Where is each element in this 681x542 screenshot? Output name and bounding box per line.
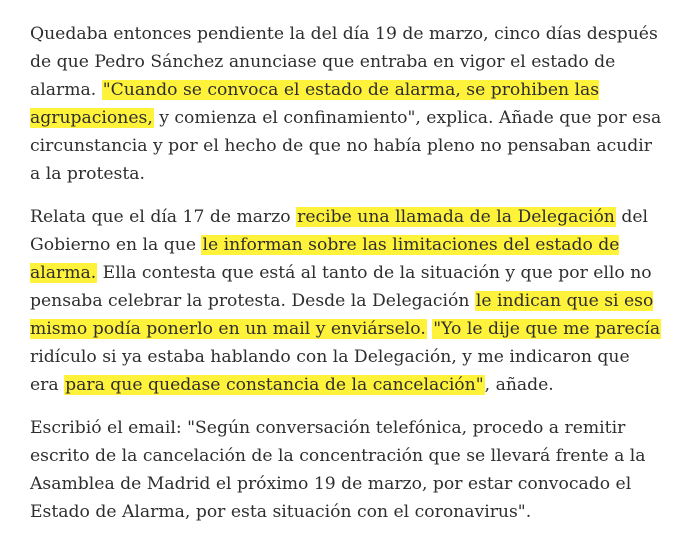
paragraph-1 xyxy=(30,20,662,188)
highlighted-text: le informan sobre las limitaciones del estado de alarma. xyxy=(30,235,620,283)
text-segment: , añade. xyxy=(484,375,554,395)
highlighted-text: recibe una llamada de la Delegación xyxy=(297,207,615,227)
text-segment: Relata que el día 17 de marzo xyxy=(30,207,297,227)
text-segment: ridículo si ya estaba hablando con la Delegación, y me indicaron que era xyxy=(30,347,630,395)
text-segment: del Gobierno en la que xyxy=(30,207,649,255)
text-segment: Escribió el email: "Según conversación telefónica, procedo a remitir escrito de la cancelación de la concentración que se llevará frente a la Asamblea de Madrid el próximo 19 de marzo, por estar convocado el Estado de Alarma, por esta situación con el coronavirus". xyxy=(30,418,646,522)
highlighted-quote: "Cuando se convoca el estado de alarma, se prohiben las agrupaciones, xyxy=(30,80,600,128)
highlighted-quote: "Yo le dije que me parecía xyxy=(433,319,661,339)
text-segment: Quedaba entonces pendiente la del día 19 de marzo, cinco días después de que Pedro Sánchez anunciase que entraba en vigor el estado de alarma. xyxy=(30,24,658,100)
text-segment: y comienza el confinamiento", explica. Añade que por esa circunstancia y por el hecho de que no había pleno no pensaban acudir a la protesta. xyxy=(30,108,662,184)
article-body xyxy=(30,20,662,541)
highlighted-text: le indican que si eso mismo podía ponerlo en un mail y enviárselo. xyxy=(30,291,654,339)
highlighted-quote: para que quedase constancia de la cancelación" xyxy=(65,375,484,395)
text-segment: Ella contesta que está al tanto de la situación y que por ello no pensaba celebrar la protesta. Desde la Delegación xyxy=(30,263,652,311)
paragraph-3 xyxy=(30,414,662,526)
paragraph-2 xyxy=(30,203,662,399)
